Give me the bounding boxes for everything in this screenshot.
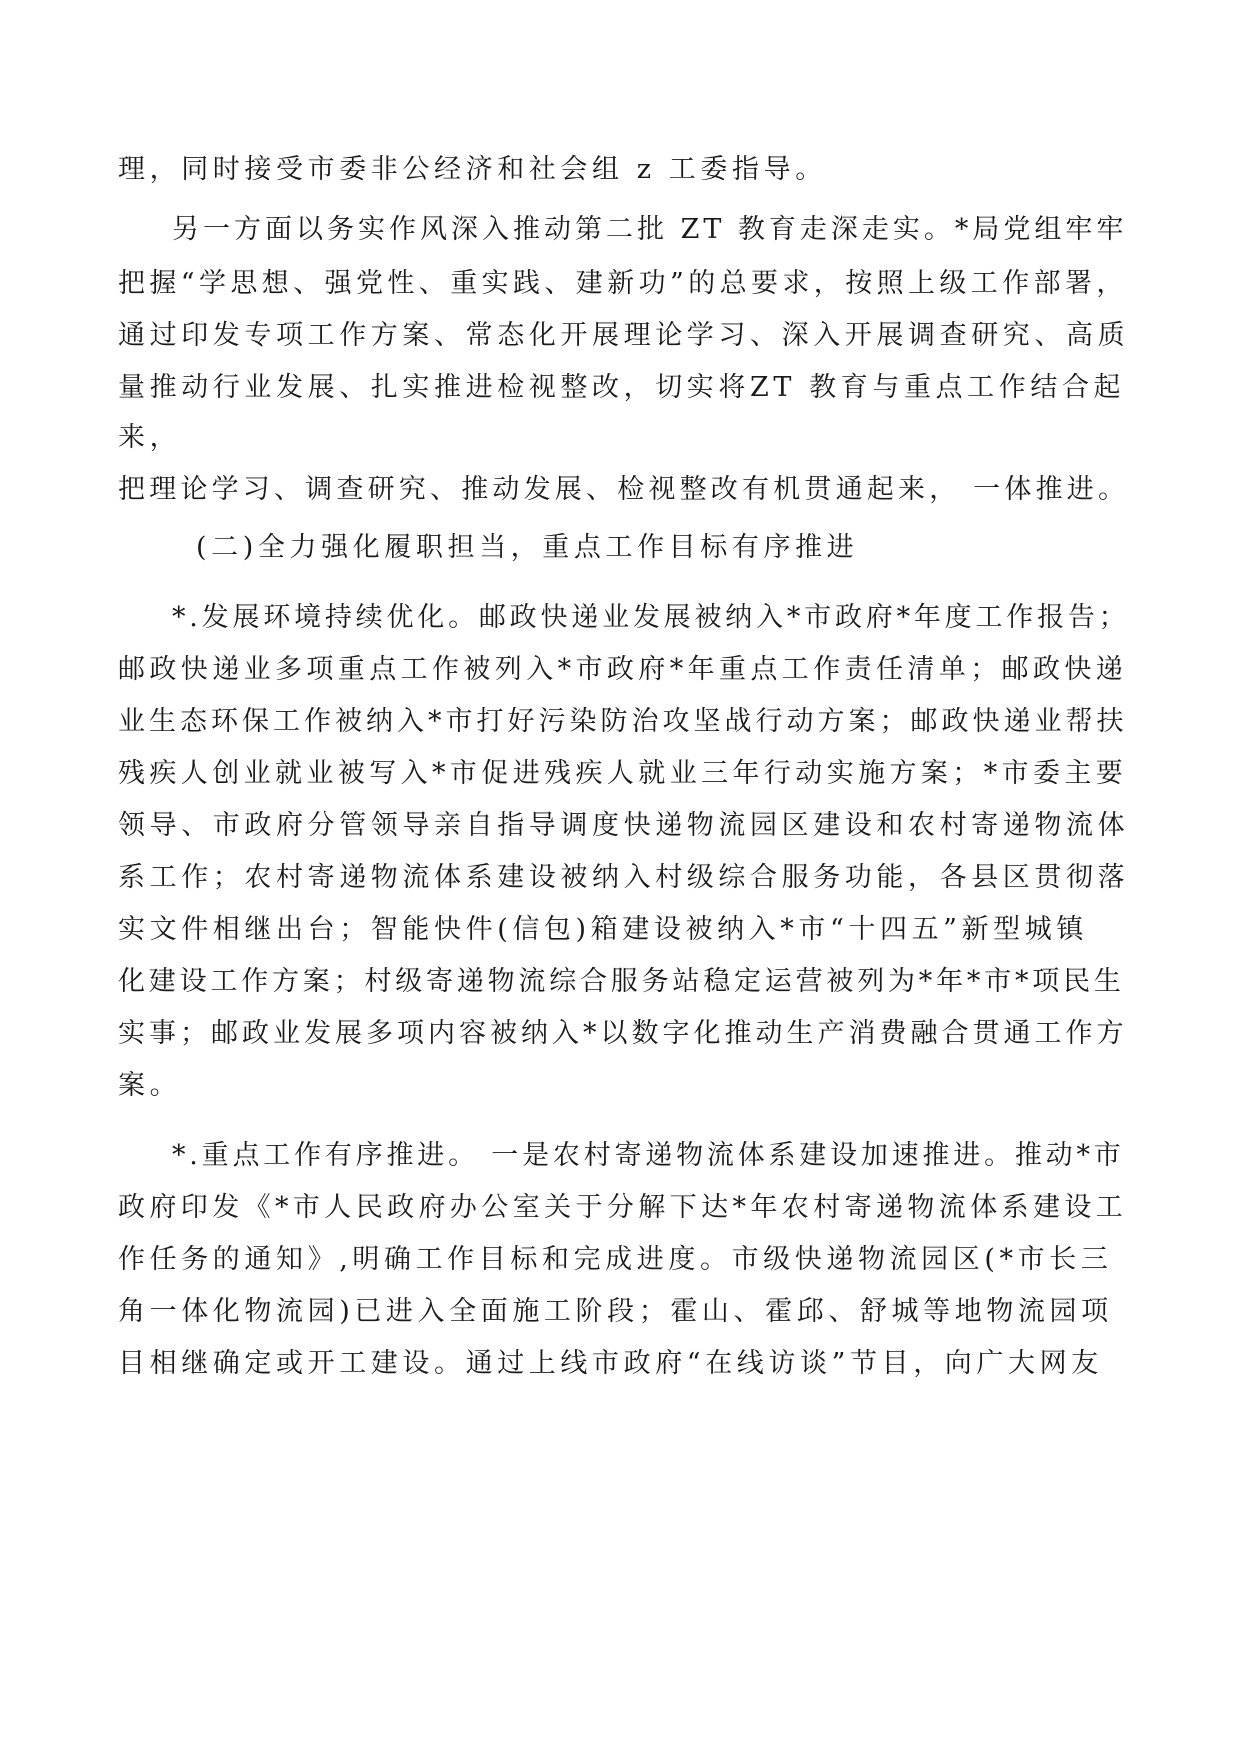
paragraph-start-line: *.发展环境持续优化。邮政快递业发展被纳入*市政府*年度工作报告； [172,602,1130,633]
text-line: 通过印发专项工作方案、常态化开展理论学习、深入开展调查研究、高质 [118,320,1130,351]
text-line: 业生态环保工作被纳入*市打好污染防治攻坚战行动方案；邮政快递业帮扶 [118,706,1128,737]
text-line: 领导、市政府分管领导亲自指导调度快递物流园区建设和农村寄递物流体 [118,810,1130,841]
text-line: 理，同时接受市委非公经济和社会组 z 工委指导。 [118,154,827,185]
text-line: 系工作；农村寄递物流体系建设被纳入村级综合服务功能，各县区贯彻落 [118,862,1130,893]
text-line: 实事；邮政业发展多项内容被纳入*以数字化推动生产消费融合贯通工作方 [118,1018,1128,1049]
text-line: 邮政快递业多项重点工作被列入*市政府*年重点工作责任清单；邮政快递 [118,654,1128,685]
text-line: 角一体化物流园)已进入全面施工阶段；霍山、霍邱、舒城等地物流园项 [118,1296,1113,1327]
section-heading: (二)全力强化履职担当，重点工作目标有序推进 [196,532,859,563]
text-line: 实文件相继出台；智能快件(信包)箱建设被纳入*市“十四五”新型城镇 [118,914,1088,945]
text-line: 来， [118,422,182,453]
text-line: 把握“学思想、强党性、重实践、建新功”的总要求，按照上级工作部署， [118,268,1128,299]
paragraph-start-line: *.重点工作有序推进。 一是农村寄递物流体系建设加速推进。推动*市 [172,1140,1125,1171]
text-line: 案。 [118,1070,182,1101]
text-line: 把理论学习、调查研究、推动发展、检视整改有机贯通起来， 一体推进。 [118,474,1130,505]
text-line: 政府印发《*市人民政府办公室关于分解下达*年农村寄递物流体系建设工 [118,1192,1128,1223]
text-line: 残疾人创业就业被写入*市促进残疾人就业三年行动实施方案；*市委主要 [118,758,1128,789]
text-line: 作任务的通知》,明确工作目标和完成进度。市级快递物流园区(*市长三 [118,1244,1113,1275]
text-line: 量推动行业发展、扎实推进检视整改，切实将ZT 教育与重点工作结合起 [118,372,1126,403]
text-line: 化建设工作方案；村级寄递物流综合服务站稳定运营被列为*年*市*项民生 [118,966,1125,997]
text-line: 目相继确定或开工建设。通过上线市政府“在线访谈”节目，向广大网友 [118,1348,1103,1379]
paragraph-start-line: 另一方面以务实作风深入推动第二批 ZT 教育走深走实。*局党组牢牢 [172,214,1128,245]
